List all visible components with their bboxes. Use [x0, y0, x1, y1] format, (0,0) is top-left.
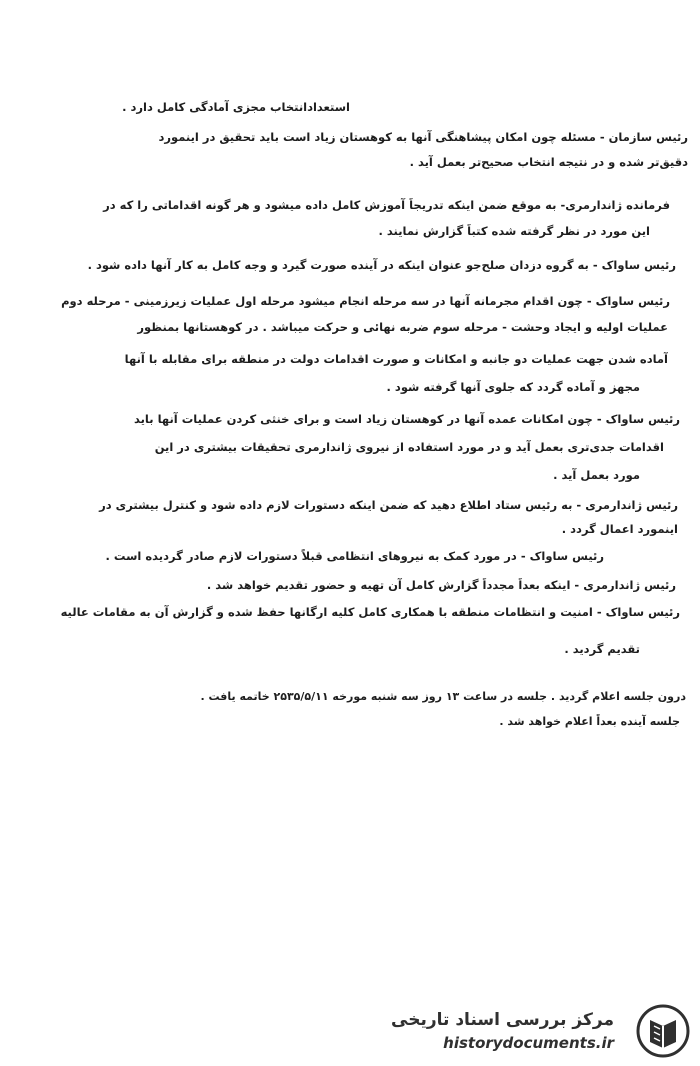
document-line: رئیس ساواک - در مورد کمک به نیروهای انتظامی قبلاً دستورات لازم صادر گردیده است .: [105, 549, 604, 563]
document-line: آماده شدن جهت عملیات دو جانبه و امکانات و صورت اقدامات دولت در منطقه برای مقابله با آنها: [124, 352, 668, 366]
closing-line: جلسه آینده بعداً اعلام خواهد شد .: [499, 715, 680, 728]
document-line: فرمانده ژاندارمری- به موقع ضمن اینکه تدریجاً آموزش کامل داده میشود و هر گونه اقداماتی را که در: [103, 198, 670, 212]
document-line: اقدامات جدی‌تری بعمل آید و در مورد استفاده از نیروی ژاندارمری تحقیقات بیشتری در این: [154, 440, 664, 454]
document-line: اینمورد اعمال گردد .: [561, 522, 678, 536]
watermark-site: historydocuments.ir: [443, 1034, 614, 1052]
document-line: رئیس ساواک - چون امکانات عمده آنها در کوهستان زیاد است و برای خنثی کردن عملیات آنها باید: [133, 412, 680, 426]
document-line: رئیس ژاندارمری - اینکه بعداً مجدداً گزارش کامل آن تهیه و حضور تقدیم خواهد شد .: [206, 578, 676, 592]
closing-line: درون جلسه اعلام گردید . جلسه در ساعت ۱۳ روز سه شنبه مورخه ۲۵۳۵/۵/۱۱ خاتمه یافت .: [200, 690, 686, 703]
document-book-logo-icon: [636, 1004, 690, 1058]
archive-watermark: [391, 1000, 694, 1060]
document-line: رئیس ساواک - چون اقدام مجرمانه آنها در سه مرحله انجام میشود مرحله اول عملیات زیرزمینی - مرحله دوم: [61, 294, 670, 308]
document-line: مجهز و آماده گردد که جلوی آنها گرفته شود .: [386, 380, 640, 394]
document-line: رئیس ژاندارمری - به رئیس ستاد اطلاع دهید که ضمن اینکه دستورات لازم داده شود و کنترل بیشتری در: [99, 498, 678, 512]
document-line: استعدادانتخاب مجزی آمادگی کامل دارد .: [122, 100, 350, 114]
document-line: تقدیم گردید .: [564, 642, 640, 656]
document-line: رئیس ساواک - امنیت و انتظامات منطقه با همکاری کامل کلیه ارگانها حفظ شده و گزارش آن به مقامات عالیه: [60, 605, 680, 619]
document-line: این مورد در نظر گرفته شده کتباً گزارش نمایند .: [378, 224, 650, 238]
document-line: دقیق‌تر شده و در نتیجه انتخاب صحیح‌تر بعمل آید .: [409, 155, 688, 169]
document-line: مورد بعمل آید .: [553, 468, 640, 482]
watermark-title: مرکز بررسی اسناد تاریخی: [391, 1010, 614, 1030]
document-line: عملیات اولیه و ایجاد وحشت - مرحله سوم ضربه نهائی و حرکت میباشد . در کوهستانها بمنظور: [137, 320, 668, 334]
document-line: رئیس ساواک - به گروه دزدان صلح‌جو عنوان اینکه در آینده صورت گیرد و وجه کامل به کار آنها داده شود .: [87, 258, 676, 272]
document-line: رئیس سازمان - مسئله چون امکان پیشاهنگی آنها به کوهستان زیاد است باید تحقیق در اینمورد: [158, 130, 688, 144]
